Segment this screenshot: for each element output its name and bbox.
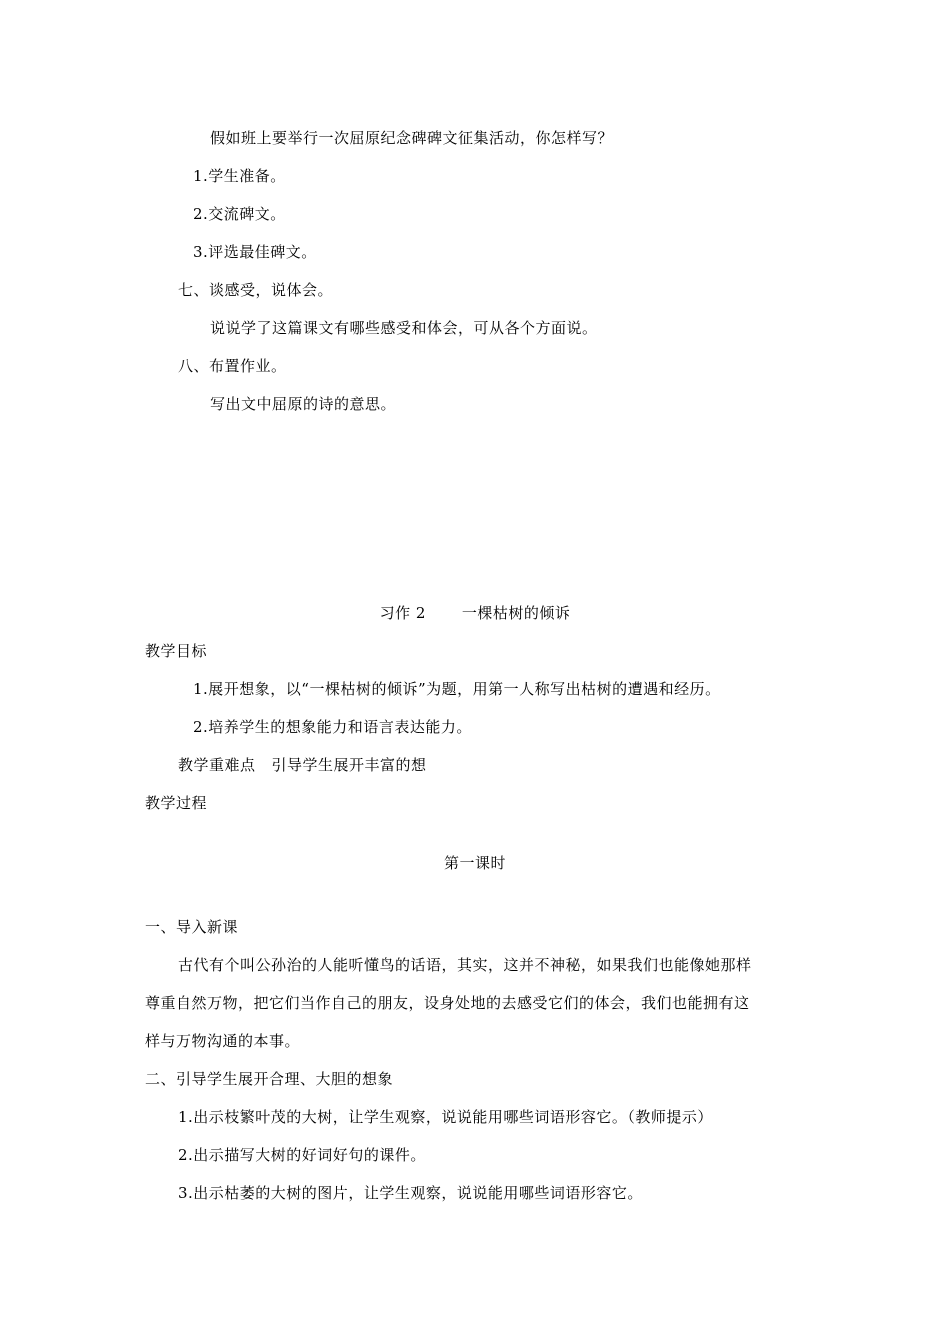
part7-heading: 七、谈感受，说体会。 (178, 281, 334, 299)
key-points (178, 755, 427, 775)
key-text: 引导学生展开丰富的想 (271, 756, 427, 774)
part1-line-3: 样与万物沟通的本事。 (145, 1032, 301, 1050)
part2-heading: 二、引导学生展开合理、大胆的想象 (145, 1070, 394, 1088)
part2-item-1: 1.出示枝繁叶茂的大树，让学生观察，说说能用哪些词语形容它。（教师提示） (178, 1108, 713, 1126)
title-prefix: 习作 2 (379, 604, 426, 622)
key-label: 教学重难点 (178, 756, 256, 774)
step-item-3: 3.评选最佳碑文。 (193, 243, 317, 261)
goal-item-1: 1.展开想象，以“一棵枯树的倾诉”为题，用第一人称写出枯树的遭遇和经历。 (193, 680, 721, 698)
intro-paragraph: 假如班上要举行一次屈原纪念碑碑文征集活动，你怎样写？ (210, 129, 614, 147)
part8-heading: 八、布置作业。 (178, 357, 287, 375)
goals-heading: 教学目标 (145, 642, 208, 660)
lesson-title: 第一课时 (443, 854, 506, 872)
part1-heading: 一、导入新课 (145, 918, 239, 936)
part2-item-2: 2.出示描写大树的好词好句的课件。 (178, 1146, 426, 1164)
part2-item-3: 3.出示枯萎的大树的图片，让学生观察，说说能用哪些词语形容它。 (178, 1184, 643, 1202)
composition-title (0, 603, 950, 623)
step-item-1: 1.学生准备。 (193, 167, 286, 185)
part8-text: 写出文中屈原的诗的意思。 (210, 395, 397, 413)
part1-line-1: 古代有个叫公孙治的人能听懂鸟的话语，其实，这并不神秘，如果我们也能像她那样 (178, 956, 752, 974)
step-item-2: 2.交流碑文。 (193, 205, 286, 223)
goal-item-2: 2.培养学生的想象能力和语言表达能力。 (193, 718, 472, 736)
part1-line-2: 尊重自然万物，把它们当作自己的朋友，设身处地的去感受它们的体会，我们也能拥有这 (145, 994, 750, 1012)
process-heading: 教学过程 (145, 794, 208, 812)
part7-text: 说说学了这篇课文有哪些感受和体会，可从各个方面说。 (210, 319, 598, 337)
title-main: 一棵枯树的倾诉 (461, 604, 571, 622)
